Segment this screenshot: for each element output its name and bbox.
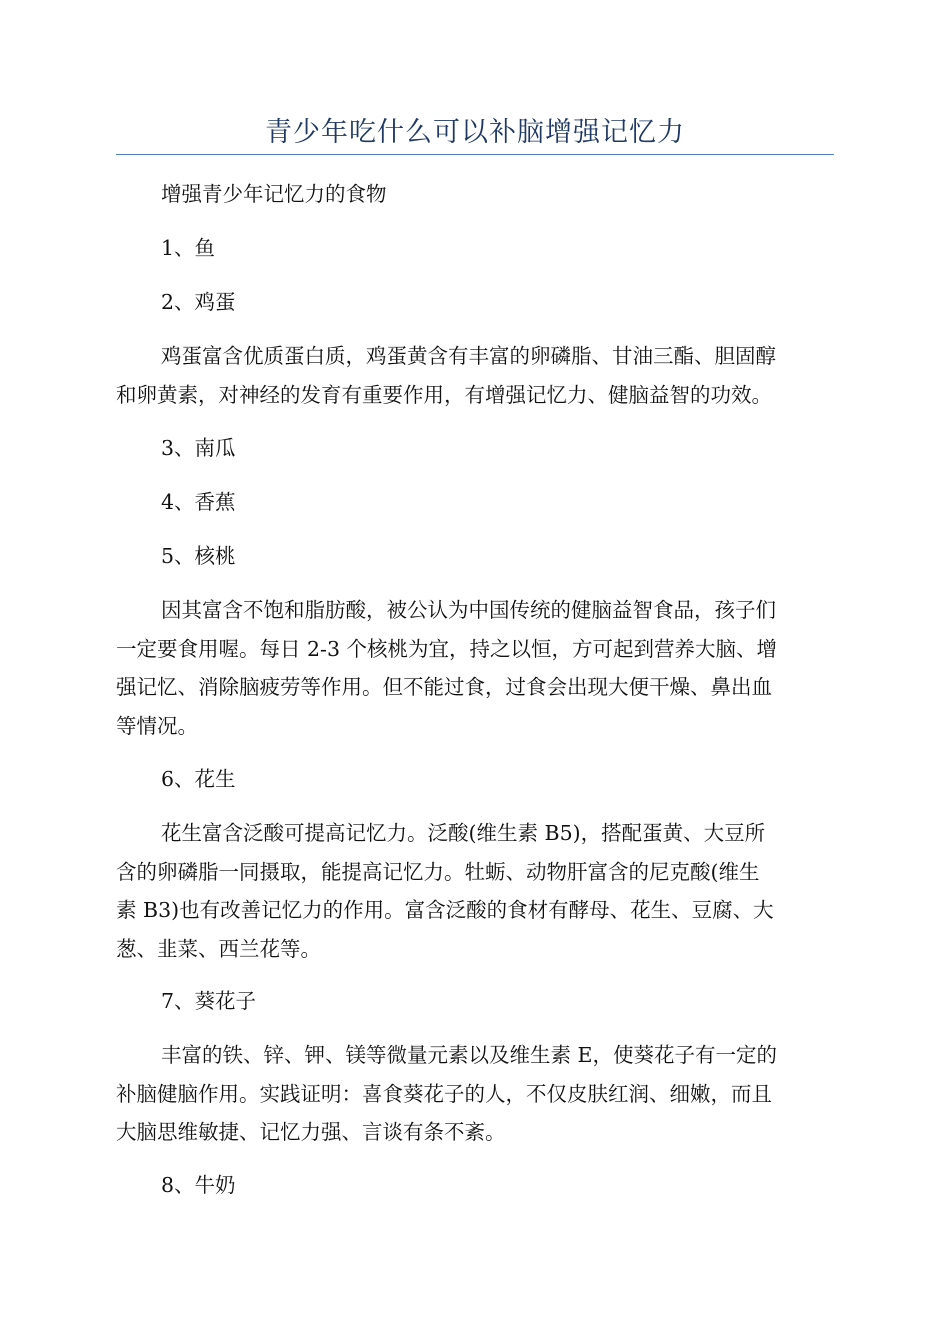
list-item — [116, 760, 834, 799]
item-egg: 2、鸡蛋 — [161, 290, 236, 314]
item-banana: 4、香蕉 — [161, 490, 236, 514]
list-item — [116, 483, 834, 522]
paragraph-line: 强记忆、消除脑疲劳等作用。但不能过食，过食会出现大便干燥、鼻出血 — [116, 675, 772, 699]
list-item — [116, 229, 834, 268]
title-underline — [116, 154, 834, 155]
section-heading-text: 增强青少年记忆力的食物 — [161, 182, 387, 206]
paragraph-peanut — [116, 814, 834, 968]
paragraph-line: 和卵黄素，对神经的发育有重要作用，有增强记忆力、健脑益智的功效。 — [116, 382, 772, 407]
paragraph-line: 葱、韭菜、西兰花等。 — [116, 936, 321, 961]
list-item — [116, 429, 834, 468]
list-item — [116, 537, 834, 576]
paragraph-line: 因其富含不饱和脂肪酸，被公认为中国传统的健脑益智食品，孩子们 — [161, 598, 776, 622]
paragraph-line: 补脑健脑作用。实践证明：喜食葵花子的人，不仅皮肤红润、细嫩，而且 — [116, 1081, 772, 1106]
item-peanut: 6、花生 — [161, 767, 236, 791]
paragraph-line: 大脑思维敏捷、记忆力强、言谈有条不紊。 — [116, 1120, 506, 1144]
paragraph-line: 一定要食用喔。每日 2-3 个核桃为宜，持之以恒，方可起到营养大脑、增 — [116, 636, 778, 661]
item-pumpkin: 3、南瓜 — [161, 436, 236, 460]
paragraph-line: 素 B3)也有改善记忆力的作用。富含泛酸的食材有酵母、花生、豆腐、大 — [116, 898, 774, 922]
item-sunflower-seed: 7、葵花子 — [161, 989, 257, 1013]
list-item — [116, 982, 834, 1021]
paragraph-line: 等情况。 — [116, 713, 198, 738]
paragraph-sunflower — [116, 1036, 834, 1152]
item-fish: 1、鱼 — [161, 236, 216, 260]
paragraph-line: 丰富的铁、锌、钾、镁等微量元素以及维生素 E，使葵花子有一定的 — [161, 1043, 777, 1067]
paragraph-egg — [116, 337, 834, 414]
list-item — [116, 283, 834, 322]
item-walnut: 5、核桃 — [161, 544, 236, 568]
item-milk: 8、牛奶 — [161, 1173, 236, 1197]
document-title: 青少年吃什么可以补脑增强记忆力 — [265, 117, 685, 148]
paragraph-line: 含的卵磷脂一同摄取，能提高记忆力。牡蛎、动物肝富含的尼克酸(维生 — [116, 859, 760, 884]
paragraph-walnut — [116, 591, 834, 745]
paragraph-line: 花生富含泛酸可提高记忆力。泛酸(维生素 B5)，搭配蛋黄、大豆所 — [161, 821, 766, 845]
section-heading — [116, 175, 834, 214]
list-item — [116, 1166, 834, 1205]
paragraph-line: 鸡蛋富含优质蛋白质，鸡蛋黄含有丰富的卵磷脂、甘油三酯、胆固醇 — [161, 344, 776, 368]
